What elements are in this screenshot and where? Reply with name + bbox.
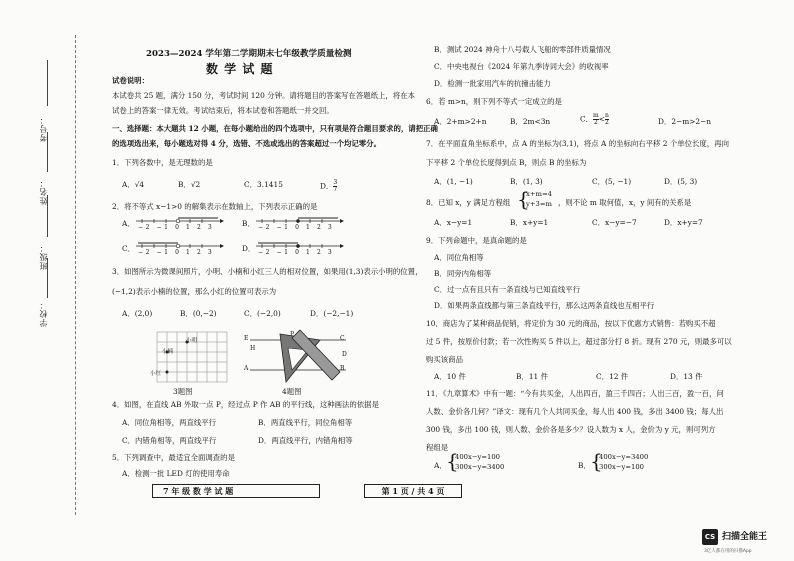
figure-4-label-b: B <box>340 365 345 372</box>
watermark-name: 扫描全能王 <box>722 532 768 542</box>
q8-option-a: A．x−y=1 <box>434 218 473 227</box>
watermark-tagline: 3亿人都在用的扫描App <box>704 549 752 554</box>
q11-b-brace: { <box>590 449 603 473</box>
q5-option-d: D．检测一批家用汽车的抗撞击能力 <box>434 79 551 88</box>
q6-option-b: B．2m<3n <box>510 117 551 126</box>
figure-4-label-p: P <box>290 331 295 338</box>
instructions-line2: 试卷上的答案一律无效。考试结束后，将本试卷和答题纸一并交回。 <box>112 106 334 115</box>
section1-line2: 的选项选出来，每小题选对得 4 分，选错、不选或选出的答案超过一个均记零分。 <box>112 139 381 148</box>
exam-subject: 数 学 试 题 <box>206 62 274 76</box>
q1-option-d: D． $\frac{3}{7}$ <box>320 179 338 193</box>
figure-4-caption: 4题图 <box>282 387 302 396</box>
q7-option-c: C．(5, −1) <box>592 177 632 186</box>
q8-eq2: y+3=m <box>526 200 552 208</box>
q5-stem: 5．下列调查中，最适宜全面调查的是 <box>112 453 235 462</box>
q4-stem: 4．如图，在直线 AB 外取一点 P，经过点 P 作 AB 的平行线，这种画法的依据是 <box>112 400 379 409</box>
q9-option-d: D．如果两条直线都与第三条直线平行，那么这两条直线也互相平行 <box>434 301 655 310</box>
q2-option-a-label: A． <box>122 219 135 228</box>
q3-line1: 3．如图所示为微课间照片，小明、小楠和小红三人的相对位置，如果用(1,3)表示小明的位置， <box>112 267 423 276</box>
exam-title: 2023—2024 学年第二学期期末七年级教学质量检测 <box>146 49 352 59</box>
q4-option-b: B．两直线平行，同位角相等 <box>258 418 353 427</box>
section1-line1: 一、选择题：本大题共 12 小题，在每小题给出的四个选项中，只有项是符合题目要求的，请把正确 <box>112 124 438 133</box>
q2-option-d-label: D． <box>242 244 256 253</box>
q8-post: ，则不论 m 取何值，x，y 间有的关系是 <box>558 198 692 207</box>
q5-option-a: A．检测一批 LED 灯的使用寿命 <box>122 469 230 478</box>
id-blank <box>47 60 48 106</box>
footer-grade-subject: 7 年 级 数 学 试 题 <box>152 484 320 498</box>
name-blank <box>47 132 48 172</box>
q8-option-b: B．x+y=1 <box>510 218 549 227</box>
class-blank <box>47 195 48 237</box>
instructions-line1: 本试卷共 25 题，满分 150 分，考试时间 120 分钟。请将题目的答案写在答题纸上，将在本 <box>112 91 415 100</box>
q11-line2: 人数、金价各几何？”译文：现有几个人共同买金，每人出 400 钱，多出 3400 钱；每人出 <box>426 407 724 416</box>
q11-a-eq1: 400x−y=100 <box>455 453 501 461</box>
scanner-watermark <box>702 527 792 557</box>
q3-option-d: D．(−2,−1) <box>310 309 354 318</box>
figure-4-label-e: E <box>244 335 249 342</box>
camscanner-logo-icon: CS <box>702 529 718 545</box>
q4-option-a: A．同位角相等，两直线平行 <box>122 418 217 427</box>
q1-stem: 1．下列各数中，是无理数的是 <box>112 158 213 167</box>
school-blank <box>47 258 48 298</box>
binding-strip <box>0 0 80 561</box>
class-field: 班级： <box>39 243 48 270</box>
q3-option-c: C．(−2,0) <box>244 309 281 318</box>
q10-option-c: C．12 件 <box>596 372 629 381</box>
q7-option-a: A．(1, −1) <box>434 177 473 186</box>
q6-option-d: D．2−m>2−n <box>658 117 712 126</box>
q3-option-a: A．(2,0) <box>122 309 153 318</box>
q4-option-d: D．两直线平行，内错角相等 <box>258 436 353 445</box>
q4-option-c: C．内错角相等，两直线平行 <box>122 436 217 445</box>
q10-line1: 10．商店为了某种商品促销，将定价为 30 元的商品，按以下优惠方式销售：若购买不超 <box>426 319 716 328</box>
q1-option-a: A．√4 <box>122 180 145 189</box>
figure-4-diagram <box>240 328 350 390</box>
q11-line3: 300 钱，多出 100 钱，则人数、金价各是多少？设人数为 x 人，金价为 y 元，则可列方 <box>426 425 716 434</box>
figure-4-label-d: D <box>342 351 347 358</box>
q9-stem: 9．下列命题中，是真命题的是 <box>426 236 527 245</box>
number-line-d-ticks: −2 −1 0 1 2 3 <box>258 249 335 256</box>
q11-b-eq1: 400x−y=3400 <box>599 453 649 461</box>
q6-option-c: C． $\frac{m}{2}$ < $\frac{n}{2}$ <box>580 112 609 126</box>
figure-4-label-a: A <box>244 365 249 372</box>
q11-option-b-label: B． <box>578 461 591 470</box>
q7-line1: 7．在平面直角坐标系中，点 A 的坐标为(3,1)，将点 A 的坐标向右平移 2 个单位长度，再向 <box>426 139 729 148</box>
figure-3-xiaonan: 小楠 <box>162 349 174 355</box>
q8-option-c: C．x−y=−7 <box>592 218 637 227</box>
q11-option-a-label: A． <box>434 461 447 470</box>
footer-page-number: 第 1 页 / 共 4 页 <box>364 484 462 498</box>
q9-option-c: C．过一点有且只有一条直线与已知直线平行 <box>434 285 581 294</box>
q10-line3: 购买该商品 <box>426 355 463 364</box>
q2-stem: 2．将不等式 x−1>0 的解集表示在数轴上，下列表示正确的是 <box>112 202 318 211</box>
q2-option-c-label: C． <box>122 244 136 253</box>
q7-option-b: B．(1, 3) <box>510 177 543 186</box>
q11-a-brace: { <box>446 449 459 473</box>
school-field: 学校： <box>39 300 48 327</box>
figure-3-xiaoming: 小明 <box>186 338 198 344</box>
figure-4-label-h: H <box>250 345 256 352</box>
q3-option-b: B．(0,−2) <box>180 309 217 318</box>
q5-option-b: B．测试 2024 神舟十八号载人飞船的零部件质量情况 <box>434 45 611 54</box>
q7-option-d: D．(5, 3) <box>664 177 698 186</box>
number-line-a-ticks: −2 −1 0 1 2 3 <box>138 224 215 231</box>
q7-line2: 下平移 2 个单位长度得到点 B，则点 B 的坐标为 <box>426 158 587 167</box>
q1-option-c: C．3.1415 <box>244 180 283 189</box>
q8-pre: 8．已知 x，y 满足方程组 <box>426 198 511 207</box>
q8-eq1: x+m=4 <box>526 190 552 198</box>
q10-line2: 过 5 件，按原价付款；若一次性购买 5 件以上，超过部分打 8 折。现有 270 元，则最多可以 <box>426 337 732 346</box>
name-field: 姓名： <box>39 178 48 205</box>
q8-brace: { <box>517 187 530 211</box>
figure-3-xiaohong: 小红 <box>150 371 162 377</box>
instructions-heading: 试卷说明： <box>112 76 149 85</box>
number-line-c-ticks: −2 −1 0 1 2 3 <box>138 249 215 256</box>
q3-line2: (−1,2)表示小楠的位置，那么小红的位置可表示为 <box>112 287 277 296</box>
q9-option-b: B．同旁内角相等 <box>434 269 492 278</box>
id-field: 考号： <box>39 115 48 142</box>
q9-option-a: A．同位角相等 <box>434 253 484 262</box>
q8-option-d: D．x+y=7 <box>664 218 703 227</box>
q6-stem: 6．若 m>n，则下列不等式一定成立的是 <box>426 97 562 106</box>
number-line-b-ticks: −2 −1 0 1 2 3 <box>258 224 335 231</box>
q10-option-d: D．13 件 <box>670 372 703 381</box>
q6-option-a: A．2+m>2+n <box>434 117 487 126</box>
binding-line <box>75 35 76 515</box>
q11-line1: 11．《九章算术》中有一题：“今有共买金，人出四百，盈三千四百；人出三百，盈一百，问 <box>426 389 724 398</box>
figure-3-caption: 3题图 <box>173 387 193 396</box>
q2-option-b-label: B． <box>242 219 255 228</box>
q10-option-a: A．10 件 <box>434 372 466 381</box>
q11-a-eq2: 300x−y=3400 <box>455 463 505 471</box>
q1-option-b: B．√2 <box>178 180 201 189</box>
q5-option-c: C．中央电视台《2024 年第九季诗词大会》的收视率 <box>434 62 609 71</box>
q11-b-eq2: 300x−y=100 <box>599 463 645 471</box>
figure-4-label-c: C <box>340 335 345 342</box>
q10-option-b: B．11 件 <box>516 372 548 381</box>
q11-line4: 程组是 <box>426 443 449 452</box>
